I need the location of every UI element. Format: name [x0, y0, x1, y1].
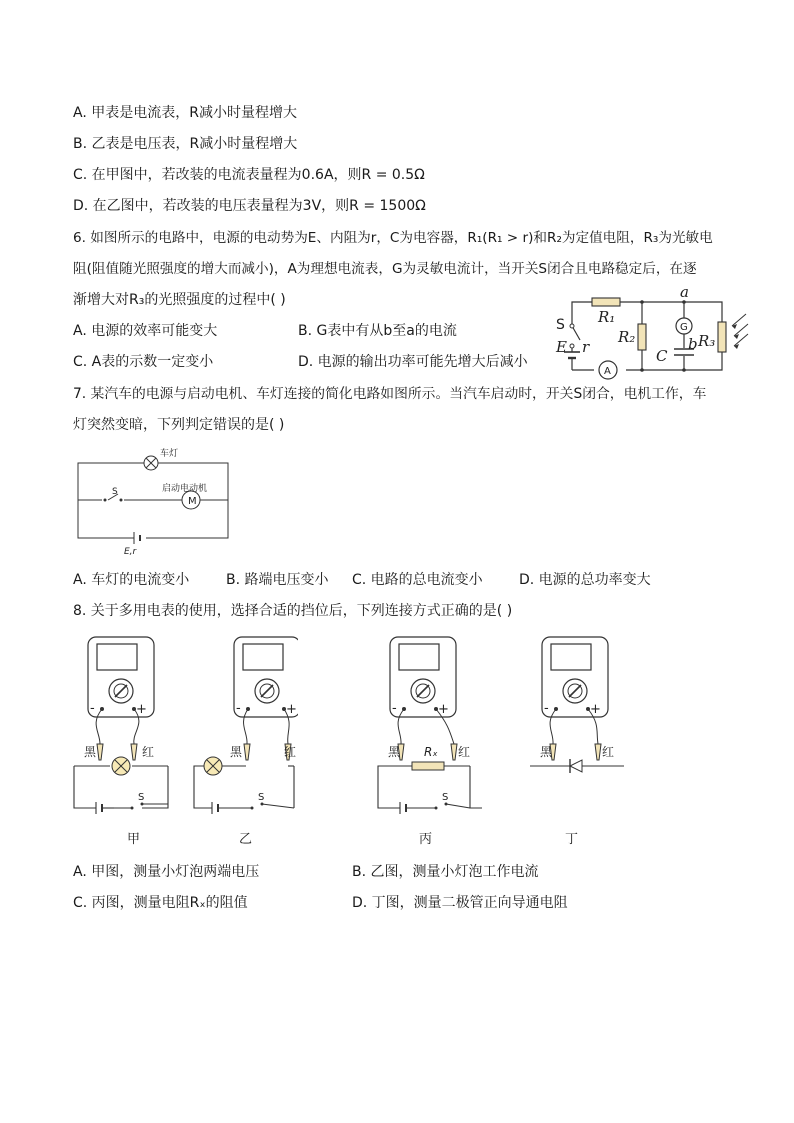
q8-ding-red: 红 [602, 745, 615, 759]
q8-caption-bing: 丙 [419, 832, 433, 847]
q6-stem-line-3: 渐增大对R₃的光照强度的过程中( ) [73, 292, 286, 308]
q6-label-s: S [556, 317, 565, 333]
q6-circuit-diagram [552, 286, 752, 386]
q8-yi-plus: + [286, 702, 297, 717]
q8-bing-plus: + [438, 702, 449, 717]
q6-stem-line-1: 6. 如图所示的电路中，电源的电动势为E、内阻为r，C为电容器，R₁(R₁ > r)和R₂为定值电阻，R₃为光敏电 [73, 230, 713, 246]
q8-figure-jia [70, 632, 174, 828]
q8-yi-black: 黑 [230, 745, 243, 759]
q5-option-d: D. 在乙图中，若改装的电压表量程为3V，则R = 1500Ω [73, 198, 426, 214]
q8-bing-red: 红 [458, 745, 471, 759]
q6-label-e: E [556, 338, 567, 356]
q5-option-b: B. 乙表是电压表，R减小时量程增大 [73, 136, 298, 152]
q8-option-d: D. 丁图，测量二极管正向导通电阻 [352, 895, 568, 911]
q7-circuit-diagram [72, 446, 236, 560]
q6-label-r: r [582, 338, 590, 356]
q6-option-a: A. 电源的效率可能变大 [73, 323, 218, 339]
q6-label-r2: R₂ [618, 328, 636, 346]
q7-option-c: C. 电路的总电流变小 [352, 572, 483, 588]
q8-caption-ding: 丁 [565, 832, 579, 847]
q8-stem: 8. 关于多用电表的使用，选择合适的挡位后，下列连接方式正确的是( ) [73, 603, 513, 619]
q6-label-r3: R₃ [698, 332, 716, 350]
q8-option-b: B. 乙图，测量小灯泡工作电流 [352, 864, 539, 880]
q8-caption-jia: 甲 [127, 832, 141, 847]
q5-option-a: A. 甲表是电流表，R减小时量程增大 [73, 105, 297, 121]
q8-ding-black: 黑 [540, 745, 553, 759]
q8-yi-red: 红 [284, 745, 297, 759]
q7-option-a: A. 车灯的电流变小 [73, 572, 190, 588]
q8-yi-minus: - [236, 701, 241, 716]
q7-stem-line-1: 7. 某汽车的电源与启动电机、车灯连接的简化电路如图所示。当汽车启动时，开关S闭合，电机工作，车 [73, 386, 707, 402]
q8-jia-plus: + [136, 702, 147, 717]
q7-option-d: D. 电源的总功率变大 [519, 572, 651, 588]
q8-figure-ding [526, 632, 630, 782]
q7-motor-symbol: M [188, 496, 197, 507]
q8-jia-red: 红 [142, 745, 155, 759]
q7-lamp-label: 车灯 [160, 449, 179, 459]
q6-label-c: C [656, 347, 668, 365]
q6-stem-line-2: 阻(阻值随光照强度的增大而减小)，A为理想电流表，G为灵敏电流计，当开关S闭合且电路稳定后，在逐 [73, 261, 697, 277]
q7-option-b: B. 路端电压变小 [226, 572, 329, 588]
q8-jia-black: 黑 [84, 745, 97, 759]
q6-label-g: G [680, 322, 688, 333]
q8-bing-switch: S [442, 792, 449, 803]
q8-caption-yi: 乙 [239, 832, 253, 847]
q8-bing-rx: Rₓ [424, 745, 438, 759]
q8-bing-minus: - [392, 701, 397, 716]
q6-option-d: D. 电源的输出功率可能先增大后减小 [298, 354, 528, 370]
q8-figure-yi [190, 632, 298, 828]
q8-ding-minus: - [544, 701, 549, 716]
q6-label-a: a [680, 286, 689, 301]
q6-option-c: C. A表的示数一定变小 [73, 354, 214, 370]
q8-jia-switch: S [138, 792, 145, 803]
q8-ding-plus: + [590, 702, 601, 717]
q7-motor-label: 启动电动机 [162, 484, 208, 494]
q8-figure-bing [374, 632, 486, 828]
q7-source-label: E,r [124, 547, 137, 557]
q8-option-a: A. 甲图，测量小灯泡两端电压 [73, 864, 260, 880]
q7-switch-label: S [112, 487, 118, 497]
q8-option-c: C. 丙图，测量电阻Rₓ的阻值 [73, 895, 248, 911]
q6-label-b: b [688, 335, 698, 353]
q8-bing-black: 黑 [388, 745, 401, 759]
q6-label-ammeter: A [604, 366, 611, 377]
q8-yi-switch: S [258, 792, 265, 803]
q6-option-b: B. G表中有从b至a的电流 [298, 323, 457, 339]
q7-stem-line-2: 灯突然变暗，下列判定错误的是( ) [73, 417, 285, 433]
q6-label-r1: R₁ [598, 308, 616, 326]
q5-option-c: C. 在甲图中，若改装的电流表量程为0.6A，则R = 0.5Ω [73, 167, 425, 183]
q8-jia-minus: - [90, 701, 95, 716]
